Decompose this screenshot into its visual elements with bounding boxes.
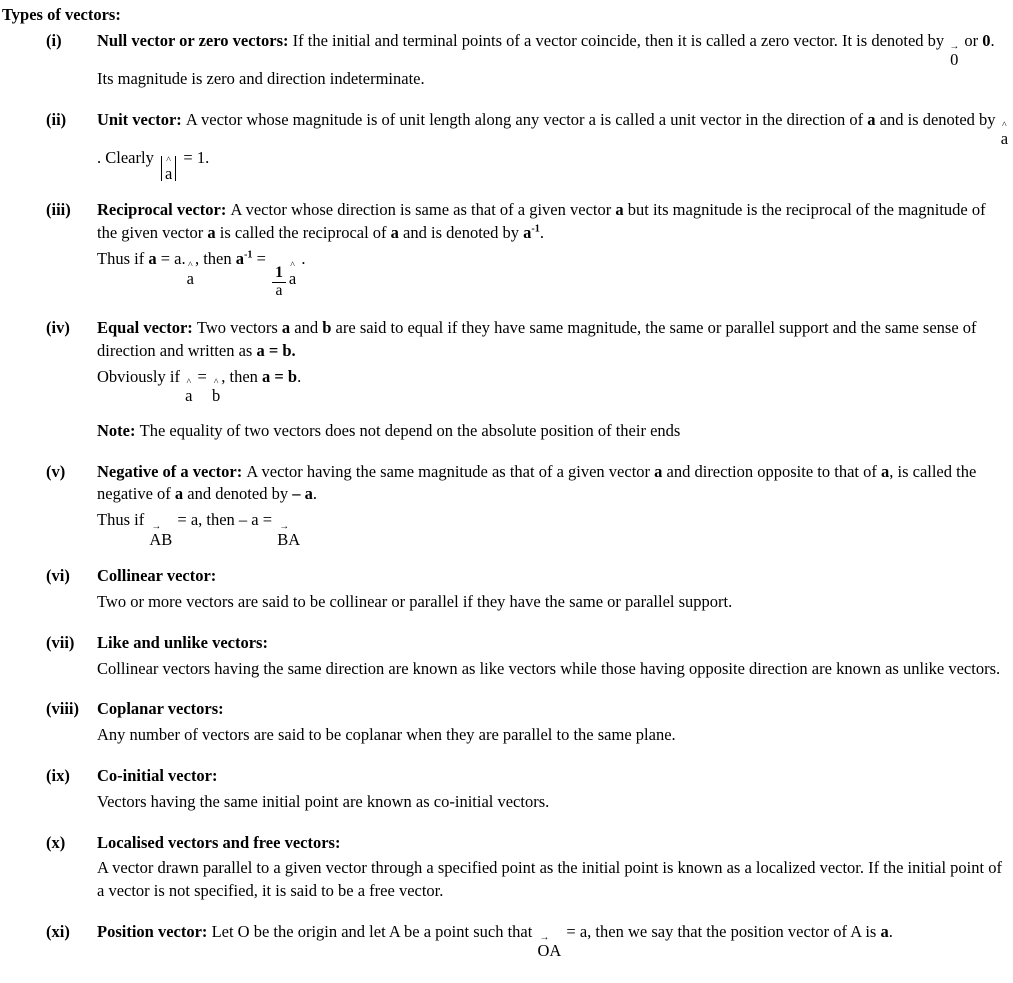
magnitude-bars	[161, 156, 176, 182]
text-run: Thus if	[97, 510, 149, 530]
vector-arrow-symbol-glyph: →	[151, 520, 162, 532]
bold-text-run: Negative of a vector:	[97, 461, 247, 481]
list-item-body	[97, 109, 1009, 185]
text-run: Two or more vectors are said to be collinear or parallel if they have the same or parallel support.	[97, 592, 733, 612]
hat-accent-symbol	[212, 378, 220, 404]
paragraph	[97, 791, 1009, 814]
text-run: .	[539, 223, 544, 243]
hat-accent-symbol	[187, 261, 194, 287]
hat-accent-symbol-base: a	[185, 386, 193, 406]
superscript: -1	[243, 249, 253, 261]
vector-arrow-symbol-base: BA	[277, 529, 301, 549]
text-run: Two vectors	[196, 318, 282, 338]
list-item-label: (xi)	[46, 921, 70, 941]
text-run: .	[312, 484, 317, 504]
vector-arrow-symbol-glyph: →	[539, 932, 550, 944]
list-item	[2, 461, 1009, 551]
hat-accent-symbol	[165, 156, 172, 182]
list-item-label: (vi)	[46, 566, 70, 586]
bold-text-run: a	[867, 109, 876, 129]
page-title: Types of vectors:	[2, 5, 121, 24]
bold-text-run: b	[322, 318, 332, 338]
bold-text-run: a	[880, 921, 889, 941]
hat-accent-symbol-glyph: ^	[186, 377, 192, 389]
text-run: A vector whose magnitude is of unit length along any vector a is called a unit vector in the direction of	[185, 109, 868, 129]
text-run: and denoted by	[183, 484, 293, 504]
text-run: = a, then – a =	[173, 510, 277, 530]
bold-text-run: Coplanar vectors:	[97, 699, 224, 719]
hat-accent-symbol-glyph: ^	[166, 154, 171, 166]
text-run: Thus if	[97, 249, 149, 268]
list-item	[2, 565, 1009, 617]
bold-text-run: 0	[982, 30, 991, 50]
text-run: . Clearly	[97, 147, 158, 167]
bold-text-run: Collinear vector:	[97, 566, 217, 586]
text-run: and	[290, 318, 323, 338]
text-run: The equality of two vectors does not depend on the absolute position of their ends	[139, 420, 681, 440]
hat-accent-symbol-base: a	[164, 163, 173, 183]
text-run: , then	[194, 249, 236, 268]
list-item-body	[97, 698, 1009, 750]
paragraph	[97, 109, 1009, 182]
paragraph	[97, 921, 1009, 959]
text-run: and is denoted by	[875, 109, 1000, 129]
hat-accent-symbol-base: a	[1000, 129, 1009, 149]
bold-text-run: – a	[292, 484, 313, 504]
bold-text-run: Note:	[97, 420, 140, 440]
paragraph	[97, 199, 1009, 245]
list-item	[2, 765, 1009, 817]
vector-types-list	[2, 30, 1009, 962]
vector-arrow-symbol-glyph: →	[279, 520, 290, 532]
list-item-body	[97, 317, 1009, 445]
vector-arrow-symbol-base: AB	[149, 529, 173, 549]
hat-accent-symbol	[185, 378, 192, 404]
bold-text-run: Like and unlike vectors:	[97, 632, 268, 652]
list-item	[2, 921, 1009, 962]
list-item	[2, 317, 1009, 445]
fraction	[272, 265, 286, 299]
paragraph	[97, 565, 1009, 588]
fraction-denominator: a	[275, 281, 283, 299]
list-item	[2, 698, 1009, 750]
bold-text-run: a	[174, 484, 184, 504]
list-item-label: (viii)	[46, 699, 79, 719]
text-run: are said to equal if they have same magnitude, the same or parallel support and the same sense of direction and written as	[97, 318, 977, 360]
vector-arrow-symbol-base: OA	[537, 941, 562, 961]
list-item	[2, 632, 1009, 684]
bold-text-run: Co-initial vector:	[97, 766, 218, 786]
list-item	[2, 199, 1009, 302]
list-item	[2, 30, 1009, 94]
paragraph	[97, 724, 1009, 747]
list-item-body	[97, 921, 1009, 962]
bold-text-run: a	[615, 200, 624, 220]
list-item-body	[97, 565, 1009, 617]
vector-arrow-symbol-base: 0	[950, 50, 959, 70]
hat-accent-symbol-glyph: ^	[1002, 120, 1007, 132]
text-run: A vector whose direction is same as that of a given vector	[230, 200, 616, 220]
text-run: Any number of vectors are said to be coplanar when they are parallel to the same plane.	[97, 725, 676, 745]
text-run: = a, then we say that the position vector of A is	[562, 921, 881, 941]
paragraph	[97, 658, 1009, 681]
bold-text-run: a	[390, 223, 399, 243]
text-run: , is called the negative of	[97, 461, 977, 504]
text-run: Vectors having the same initial point are known as co-initial vectors.	[97, 791, 550, 811]
list-item-label: (v)	[46, 461, 66, 481]
list-item-label: (vii)	[46, 632, 75, 652]
text-run: , then	[221, 366, 263, 386]
text-run: Collinear vectors having the same direction are known as like vectors while those having opposite direction are known as unlike vectors.	[97, 658, 1001, 678]
text-run: and direction opposite to that of	[662, 461, 881, 481]
list-item	[2, 832, 1009, 906]
fraction-numerator: 1	[272, 265, 286, 282]
bold-text-run: a	[880, 461, 890, 481]
bold-text-run: Equal vector:	[97, 318, 197, 338]
text-run: . Its magnitude is zero and direction indeterminate.	[97, 30, 995, 88]
text-run: = 1.	[179, 147, 210, 167]
list-item-label: (iii)	[46, 200, 71, 220]
bold-text-run: a	[235, 249, 244, 268]
paragraph	[97, 317, 1009, 363]
text-run: but its magnitude is the reciprocal of the magnitude of the given vector	[97, 200, 986, 243]
hat-accent-symbol-base: a	[288, 268, 297, 288]
bold-text-run: a	[523, 223, 532, 243]
list-item-body	[97, 30, 1009, 94]
hat-accent-symbol-glyph: ^	[213, 377, 219, 389]
text-run: =	[252, 249, 271, 268]
hat-accent-symbol-base: a	[186, 268, 194, 288]
bold-text-run: a	[281, 318, 291, 338]
paragraph	[97, 366, 1009, 404]
text-run: A vector drawn parallel to a given vector through a specified point as the initial point is known as a localized vector. If the initial point of a vector is not specified, it is said to be a free vector.	[97, 858, 1002, 901]
text-run: or	[960, 30, 983, 50]
list-item-label: (ix)	[46, 766, 70, 786]
text-run: is called the reciprocal of	[215, 223, 391, 243]
bold-text-run: Localised vectors and free vectors:	[97, 832, 341, 852]
vector-arrow-symbol	[537, 933, 561, 959]
paragraph	[97, 632, 1009, 655]
paragraph	[97, 698, 1009, 721]
text-run: .	[297, 249, 306, 268]
paragraph	[97, 765, 1009, 788]
list-item-body	[97, 199, 1009, 302]
bold-text-run: a	[654, 461, 663, 481]
hat-accent-symbol-glyph: ^	[187, 259, 193, 271]
text-run: and is denoted by	[398, 223, 524, 243]
vector-arrow-symbol	[149, 522, 172, 548]
bold-text-run: Reciprocal vector:	[97, 200, 231, 220]
list-item-body	[97, 765, 1009, 817]
paragraph	[97, 30, 1009, 91]
text-run: If the initial and terminal points of a vector coincide, then it is called a zero vector. It is denoted by	[292, 30, 949, 50]
paragraph	[97, 248, 1009, 299]
text-run: =	[193, 366, 211, 386]
hat-accent-symbol-base: b	[211, 386, 221, 406]
bold-text-run: a = b.	[256, 340, 296, 360]
paragraph	[97, 461, 1009, 507]
vector-arrow-symbol	[277, 522, 300, 548]
text-run: A vector having the same magnitude as that of a given vector	[246, 461, 655, 481]
list-item-body	[97, 832, 1009, 906]
bold-text-run: Null vector or zero vectors:	[97, 30, 293, 50]
hat-accent-symbol-glyph: ^	[290, 259, 295, 271]
list-item-label: (iv)	[46, 318, 70, 338]
bold-text-run: a	[207, 223, 216, 243]
bold-text-run: Position vector:	[97, 921, 212, 941]
list-item	[2, 109, 1009, 185]
hat-accent-symbol	[289, 261, 296, 287]
list-item-label: (ii)	[46, 109, 67, 129]
superscript: -1	[531, 223, 540, 235]
text-run: = a.	[156, 249, 186, 268]
paragraph	[97, 857, 1009, 903]
list-item-body	[97, 461, 1009, 551]
paragraph	[97, 591, 1009, 614]
bold-text-run: a	[148, 249, 157, 268]
vector-arrow-symbol	[949, 42, 959, 68]
text-run: .	[297, 366, 302, 386]
bold-text-run: Unit vector:	[97, 109, 186, 129]
hat-accent-symbol	[1001, 121, 1008, 147]
list-item-label: (i)	[46, 30, 62, 50]
paragraph	[97, 420, 1009, 443]
bold-text-run: a = b	[262, 366, 298, 386]
text-run: Obviously if	[97, 366, 185, 386]
paragraph	[97, 832, 1009, 855]
text-run: Let O be the origin and let A be a point such that	[211, 921, 537, 941]
list-item-label: (x)	[46, 832, 66, 852]
paragraph	[97, 509, 1009, 547]
text-run: .	[888, 921, 893, 941]
list-item-body	[97, 632, 1009, 684]
vector-arrow-symbol-glyph: →	[949, 41, 960, 53]
